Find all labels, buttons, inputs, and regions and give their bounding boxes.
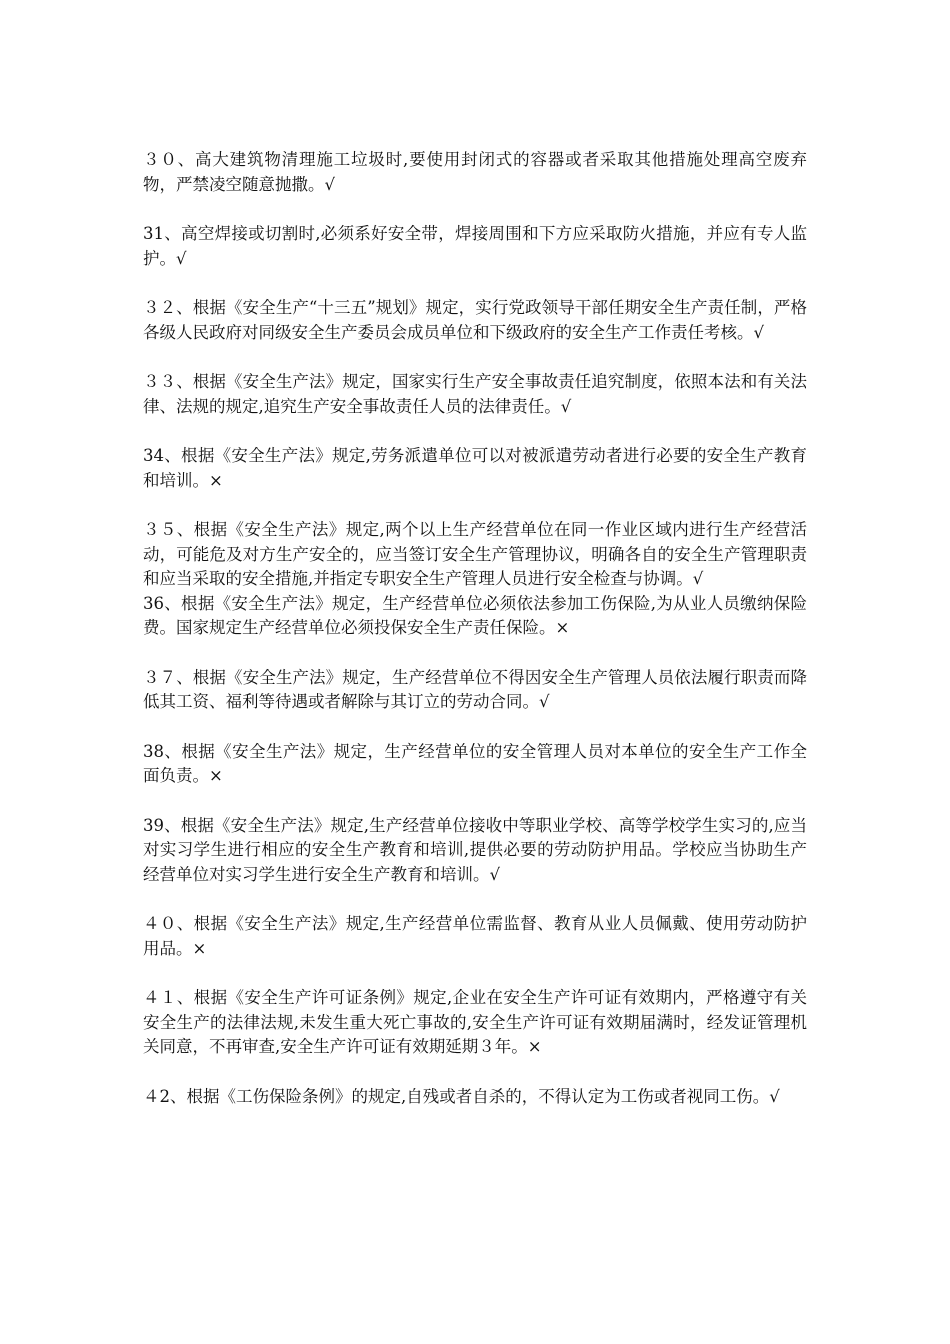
question-41: ４１、根据《安全生产许可证条例》规定,企业在安全生产许可证有效期内，严格遵守有关安全生产的法律法规,未发生重大死亡事故的,安全生产许可证有效期届满时，经发证管理机关同意，不再审查,安全生产许可证有效期延期３年。× (143, 988, 807, 1056)
question-33: ３３、根据《安全生产法》规定，国家实行生产安全事故责任追究制度，依照本法和有关法律、法规的规定,追究生产安全事故责任人员的法律责任。√ (143, 372, 807, 416)
question-42: ４2、根据《工伤保险条例》的规定,自残或者自杀的，不得认定为工伤或者视同工伤。√ (143, 1086, 780, 1106)
question-38: 38、根据《安全生产法》规定，生产经营单位的安全管理人员对本单位的安全生产工作全面负责。× (143, 741, 807, 785)
question-40: ４０、根据《安全生产法》规定,生产经营单位需监督、教育从业人员佩戴、使用劳动防护用品。× (143, 914, 807, 958)
question-39: 39、根据《安全生产法》规定,生产经营单位接收中等职业学校、高等学校学生实习的,应当对实习学生进行相应的安全生产教育和培训,提供必要的劳动防护用品。学校应当协助生产经营单位对实习学生进行安全生产教育和培训。√ (143, 815, 807, 884)
question-34: 34、根据《安全生产法》规定,劳务派遣单位可以对被派遣劳动者进行必要的安全生产教育和培训。× (143, 446, 807, 490)
question-35: ３５、根据《安全生产法》规定,两个以上生产经营单位在同一作业区域内进行生产经营活动，可能危及对方生产安全的，应当签订安全生产管理协议，明确各自的安全生产管理职责和应当采取的安全措施,并指定专职安全生产管理人员进行安全检查与协调。√ (143, 520, 807, 588)
question-30: ３０、高大建筑物清理施工垃圾时,要使用封闭式的容器或者采取其他措施处理高空废弃物，严禁凌空随意抛撒。√ (143, 150, 807, 194)
document-body (143, 148, 807, 1134)
question-37: ３７、根据《安全生产法》规定，生产经营单位不得因安全生产管理人员依法履行职责而降低其工资、福利等待遇或者解除与其订立的劳动合同。√ (143, 667, 807, 711)
question-31: 31、高空焊接或切割时,必须系好安全带，焊接周围和下方应采取防火措施，并应有专人监护。√ (143, 224, 807, 268)
question-32: ３２、根据《安全生产“十三五”规划》规定，实行党政领导干部任期安全生产责任制，严格各级人民政府对同级安全生产委员会成员单位和下级政府的安全生产工作责任考核。√ (143, 298, 807, 342)
question-36: 36、根据《安全生产法》规定，生产经营单位必须依法参加工伤保险,为从业人员缴纳保险费。国家规定生产经营单位必须投保安全生产责任保险。× (143, 593, 807, 637)
